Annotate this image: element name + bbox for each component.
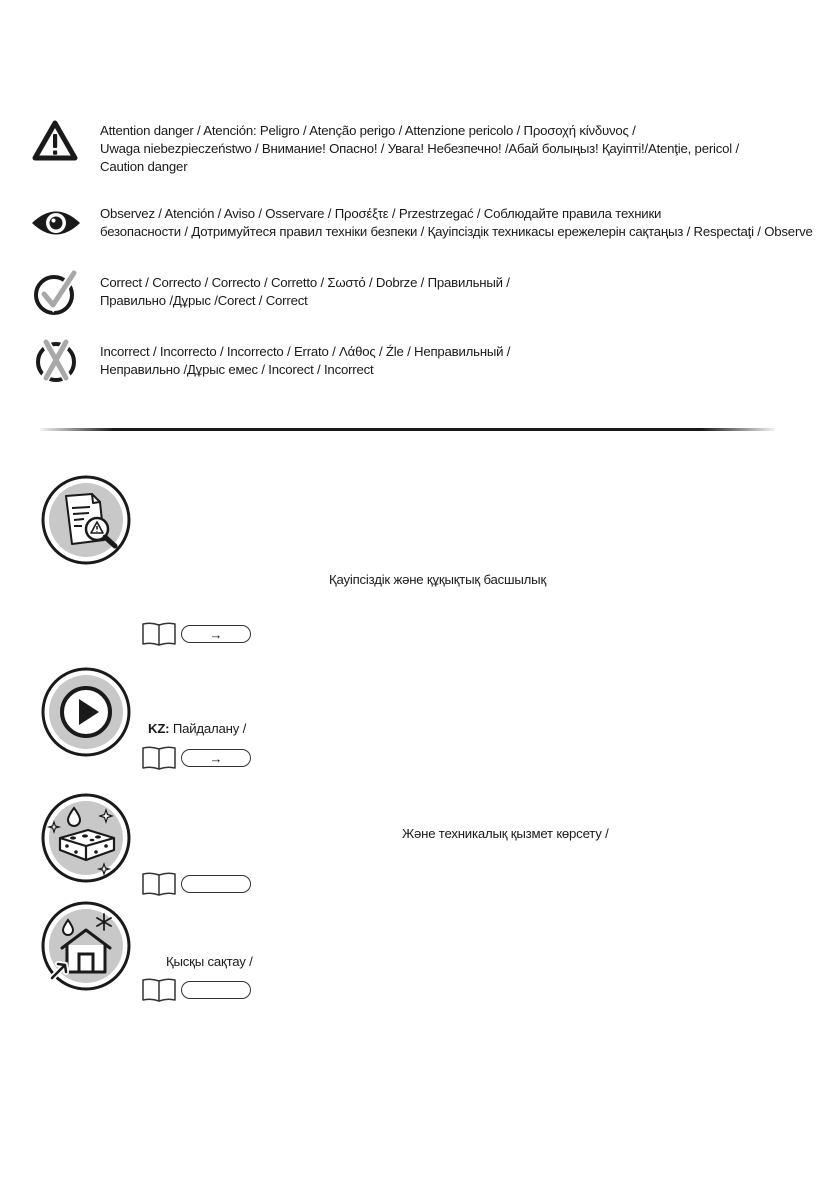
winter-storage-section-title-kz: Қысқы сақтау /	[166, 954, 253, 969]
eye-icon	[30, 206, 82, 240]
warning-triangle-icon	[32, 120, 78, 162]
section-divider	[40, 428, 775, 431]
sponge-cleaning-icon	[40, 792, 132, 884]
arrow-right-icon: →	[209, 750, 223, 766]
page-number-box[interactable]	[181, 749, 251, 767]
document-magnifier-warning-icon	[40, 474, 132, 566]
page-number-box[interactable]	[181, 981, 251, 999]
page-number-box[interactable]	[181, 875, 251, 893]
manual-book-icon	[140, 871, 180, 897]
legend-text-attention: Attention danger / Atención: Peligro / Atenção perigo / Attenzione pericolo / Προσοχή κίνδυνος / Uwaga niebezpieczeństwo / Внимание! Опасно! / Увага! Небезпечно! /Абай болыңыз! Қауіпті!/Atenţie, pericol / Caution danger	[100, 123, 739, 174]
page-reference-safety[interactable]	[140, 621, 254, 649]
usage-section-title-kz: KZ: Пайдалану /	[148, 721, 247, 736]
safety-section-title-kz: Қауіпсіздік және құқықтық басшылық	[329, 572, 547, 587]
manual-book-icon	[140, 745, 180, 771]
play-button-icon	[40, 666, 132, 758]
arrow-right-icon: →	[209, 626, 223, 642]
maintenance-section-title-kz: Және техникалық қызмет көрсету /	[402, 826, 609, 841]
page-reference-winter-storage[interactable]	[140, 977, 254, 1005]
page-number-box[interactable]	[181, 625, 251, 643]
house-frost-icon	[40, 900, 132, 992]
incorrect-cross-icon	[32, 336, 80, 384]
correct-check-icon	[32, 270, 80, 316]
manual-book-icon	[140, 621, 180, 647]
page-reference-maintenance[interactable]	[140, 871, 254, 899]
manual-book-icon	[140, 977, 180, 1003]
page-reference-usage[interactable]	[140, 745, 254, 773]
legend-text-observe: Observez / Atención / Aviso / Osservare / Προσέξτε / Przestrzegać / Соблюдайте правила техники безопасности / Дотримуйтеся правил техніки безпеки / Қауіпсіздік техникасы ережелерін сақтаңыз / Respectaţi / Observe	[100, 206, 813, 239]
legend-text-correct: Correct / Correcto / Correcto / Corretto / Σωστό / Dobrze / Правильный / Правильно /Дұрыс /Corect / Correct	[100, 275, 510, 308]
legend-text-incorrect: Incorrect / Incorrecto / Incorrecto / Errato / Λάθος / Źle / Неправильный / Неправильно /Дұрыс емес / Incorect / Incorrect	[100, 344, 511, 377]
